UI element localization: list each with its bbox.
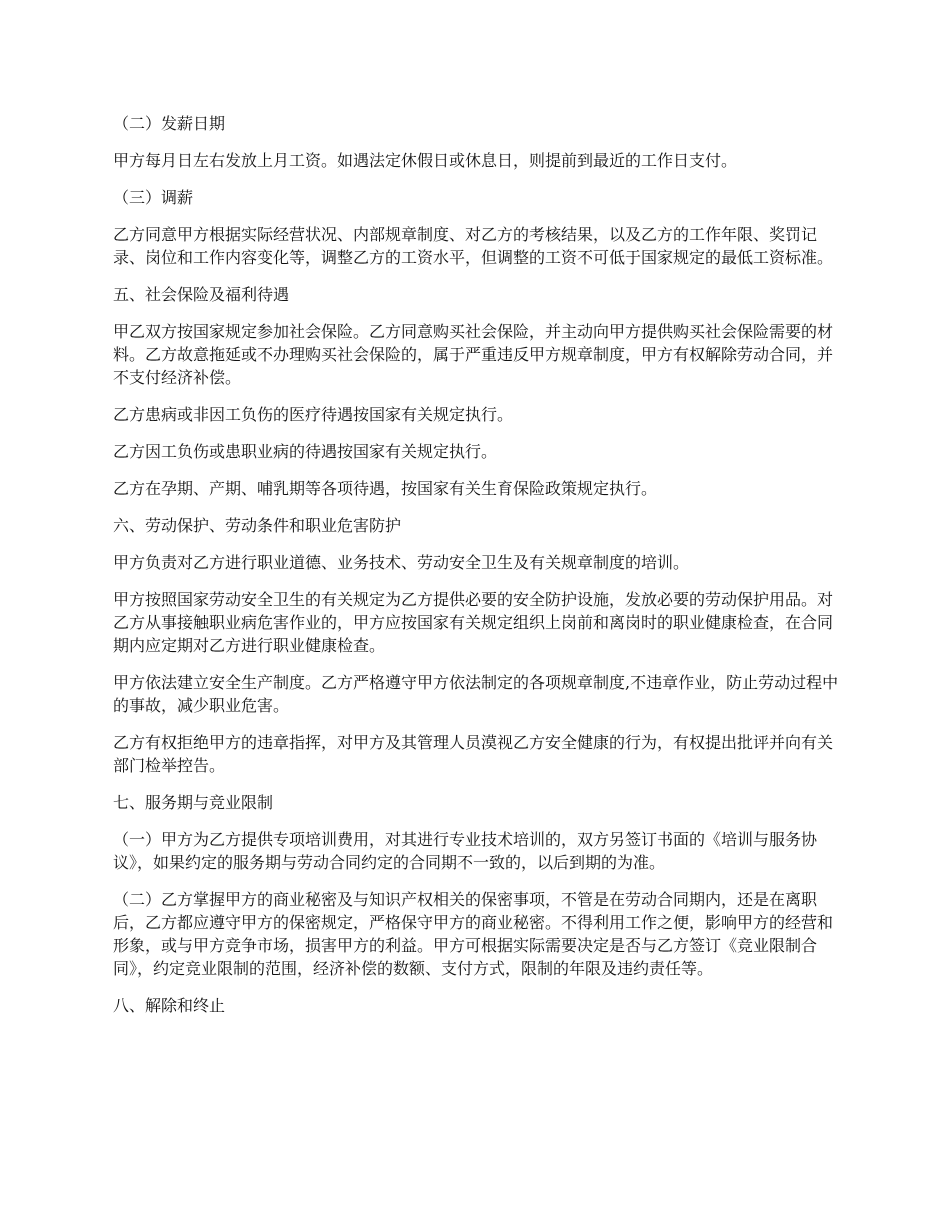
section-heading-labor-protection: 六、劳动保护、劳动条件和职业危害防护 (113, 516, 402, 535)
paragraph-training-agreement: （一）甲方为乙方提供专项培训费用，对其进行专业技术培训的，双方另签订书面的《培训与服务协议》，如果约定的服务期与劳动合同约定的合同期不一致的，以后到期的为准。 (113, 830, 818, 872)
paragraph-salary-adjustment: 乙方同意甲方根据实际经营状况、内部规章制度、对乙方的考核结果，以及乙方的工作年限、奖罚记录、岗位和工作内容变化等，调整乙方的工资水平，但调整的工资不可低于国家规定的最低工资标准。 (113, 225, 834, 267)
document-body (113, 112, 848, 1031)
paragraph-work-injury: 乙方因工负伤或患职业病的待遇按国家有关规定执行。 (113, 442, 498, 461)
paragraph-maternity: 乙方在孕期、产期、哺乳期等各项待遇，按国家有关生育保险政策规定执行。 (113, 479, 658, 498)
paragraph-protective-equipment: 甲方按照国家劳动安全卫生的有关规定为乙方提供必要的安全防护设施，发放必要的劳动保护用品。对乙方从事接触职业病危害作业的，甲方应按国家有关规定组织上岗前和离岗时的职业健康检查，在合同期内应定期对乙方进行职业健康检查。 (113, 590, 834, 655)
section-heading-social-insurance: 五、社会保险及福利待遇 (113, 285, 290, 304)
paragraph-medical-treatment: 乙方患病或非因工负伤的医疗待遇按国家有关规定执行。 (113, 405, 514, 424)
paragraph-pay-date: 甲方每月日左右发放上月工资。如遇法定休假日或休息日，则提前到最近的工作日支付。 (113, 151, 738, 170)
paragraph-training: 甲方负责对乙方进行职业道德、业务技术、劳动安全卫生及有关规章制度的培训。 (113, 553, 690, 572)
section-heading-termination: 八、解除和终止 (113, 996, 226, 1015)
section-heading-service-period: 七、服务期与竞业限制 (113, 793, 274, 812)
section-heading-pay-date: （二）发薪日期 (113, 114, 226, 133)
paragraph-social-insurance: 甲乙双方按国家规定参加社会保险。乙方同意购买社会保险，并主动向甲方提供购买社会保险需要的材料。乙方故意拖延或不办理购买社会保险的，属于严重违反甲方规章制度，甲方有权解除劳动合同，并不支付经济补偿。 (113, 322, 834, 387)
paragraph-refuse-orders: 乙方有权拒绝甲方的违章指挥，对甲方及其管理人员漠视乙方安全健康的行为，有权提出批评并向有关部门检举控告。 (113, 733, 834, 775)
paragraph-safety-system: 甲方依法建立安全生产制度。乙方严格遵守甲方依法制定的各项规章制度,不违章作业，防止劳动过程中的事故，减少职业危害。 (113, 673, 839, 715)
paragraph-confidentiality: （二）乙方掌握甲方的商业秘密及与知识产权相关的保密事项，不管是在劳动合同期内，还是在离职后，乙方都应遵守甲方的保密规定，严格保守甲方的商业秘密。不得利用工作之便，影响甲方的经营和形象，或与甲方竞争市场，损害甲方的利益。甲方可根据实际需要决定是否与乙方签订《竞业限制合同》，约定竞业限制的范围，经济补偿的数额、支付方式，限制的年限及违约责任等。 (113, 890, 834, 978)
section-heading-salary-adjustment: （三）调薪 (113, 188, 194, 207)
